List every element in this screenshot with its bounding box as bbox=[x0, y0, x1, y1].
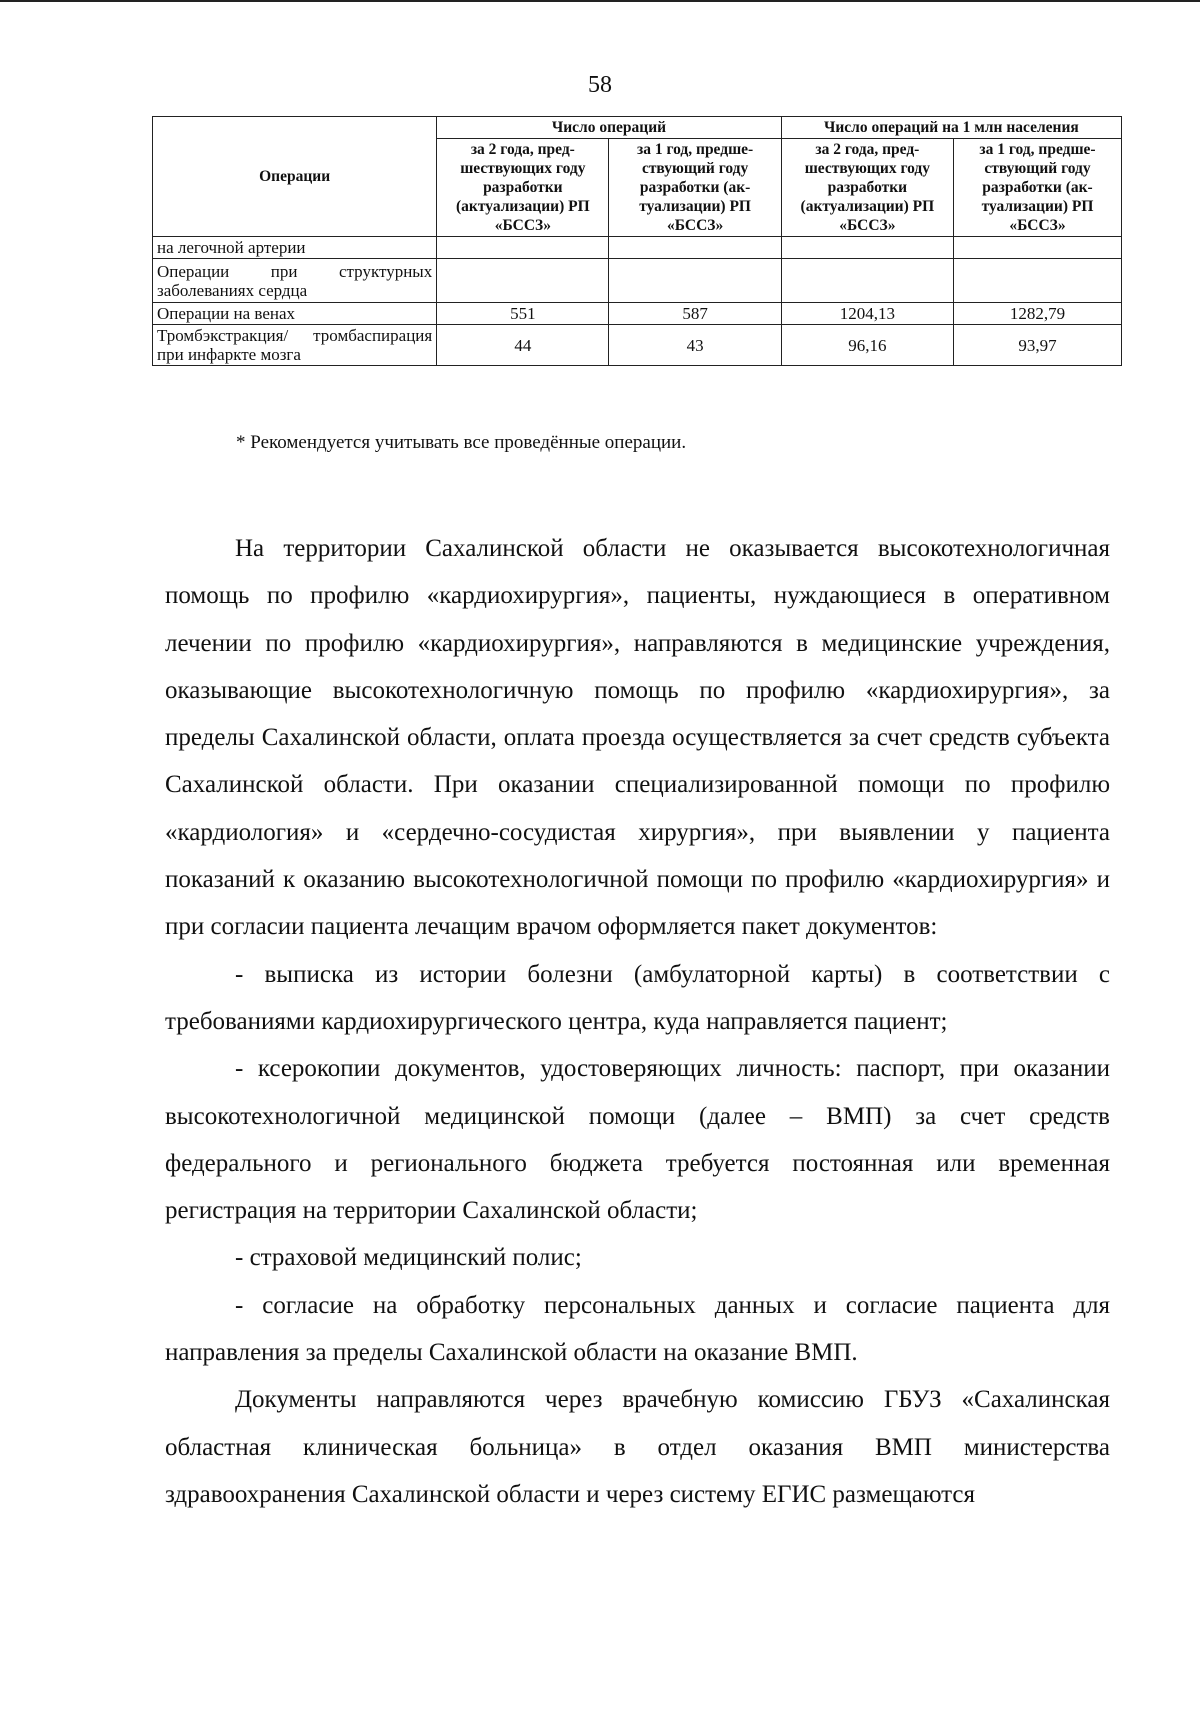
list-item: - страховой медицинский полис; bbox=[235, 1244, 582, 1272]
table-cell: 1282,79 bbox=[953, 303, 1121, 325]
table-footnote: * Рекомендуется учитывать все проведённые операции. bbox=[236, 432, 687, 453]
table-cell bbox=[609, 259, 781, 303]
table-row bbox=[153, 237, 1122, 259]
list-item: - выписка из истории болезни (амбулаторной карты) в соответствии с требованиями кардиохирургического центра, куда направляется пациент; bbox=[165, 960, 1110, 1035]
paragraph: На территории Сахалинской области не оказывается высокотехнологичная помощь по профилю «кардиохирургия», пациенты, нуждающиеся в оперативном лечении по профилю «кардиохирургия», направляются в медицинские учреждения, оказывающие высокотехнологичную помощь по профилю «кардиохирургия», за пределы Сахалинской области, оплата проезда осуществляется за счет средств субъекта Сахалинской области. При оказании специализированной помощи по профилю «кардиология» и «сердечно-сосудистая хирургия», при выявлении у пациента показаний к оказанию высокотехнологичной помощи по профилю «кардиохирургия» и при согласии пациента лечащим врачом оформляется пакет документов: bbox=[165, 535, 1110, 941]
header-operations: Операции bbox=[153, 117, 437, 237]
list-item: - согласие на обработку персональных данных и согласие пациента для направления за пределы Сахалинской области на оказание ВМП. bbox=[165, 1291, 1110, 1367]
header-operations-per-million: Число операций на 1 млн населения bbox=[781, 117, 1121, 139]
top-border-line bbox=[0, 0, 1200, 2]
table-row bbox=[153, 325, 1122, 366]
table-cell: 587 bbox=[609, 303, 781, 325]
table-cell: 93,97 bbox=[953, 325, 1121, 366]
table-cell bbox=[953, 259, 1121, 303]
subheader-count-2-years: за 2 года, пред-шествующих году разработки (актуализации) РП «БССЗ» bbox=[437, 139, 609, 237]
table-cell: 43 bbox=[609, 325, 781, 366]
operations-table bbox=[152, 116, 1122, 366]
table-cell: 1204,13 bbox=[781, 303, 953, 325]
table-row bbox=[153, 303, 1122, 325]
header-operations-count: Число операций bbox=[437, 117, 782, 139]
subheader-count-1-year: за 1 год, предше-ствующий году разработки (ак-туализации) РП «БССЗ» bbox=[609, 139, 781, 237]
table-cell: 96,16 bbox=[781, 325, 953, 366]
table-cell bbox=[781, 237, 953, 259]
row-label: на легочной артерии bbox=[153, 237, 437, 259]
row-label: Операции на венах bbox=[153, 303, 437, 325]
table-cell: 551 bbox=[437, 303, 609, 325]
list-item: - ксерокопии документов, удостоверяющих личность: паспорт, при оказании высокотехнологичной медицинской помощи (далее – ВМП) за счет средств федерального и регионального бюджета требуется постоянная или временная регистрация на территории Сахалинской области; bbox=[165, 1055, 1110, 1225]
subheader-per-million-2-years: за 2 года, пред-шествующих году разработки (актуализации) РП «БССЗ» bbox=[781, 139, 953, 237]
row-label: Операции при структурных заболеваниях сердца bbox=[153, 259, 437, 303]
table-cell bbox=[437, 237, 609, 259]
table-cell: 44 bbox=[437, 325, 609, 366]
table-cell bbox=[437, 259, 609, 303]
table-row bbox=[153, 259, 1122, 303]
row-label: Тромбэкстракция/ тромбаспирация при инфаркте мозга bbox=[153, 325, 437, 366]
page-number: 58 bbox=[588, 72, 612, 98]
table-cell bbox=[781, 259, 953, 303]
body-text bbox=[165, 525, 1110, 1518]
paragraph: Документы направляются через врачебную комиссию ГБУЗ «Сахалинская областная клиническая больница» в отдел оказания ВМП министерства здравоохранения Сахалинской области и через систему ЕГИС размещаются bbox=[165, 1386, 1110, 1508]
table-cell bbox=[953, 237, 1121, 259]
subheader-per-million-1-year: за 1 год, предше-ствующий году разработки (ак-туализации) РП «БССЗ» bbox=[953, 139, 1121, 237]
table-cell bbox=[609, 237, 781, 259]
